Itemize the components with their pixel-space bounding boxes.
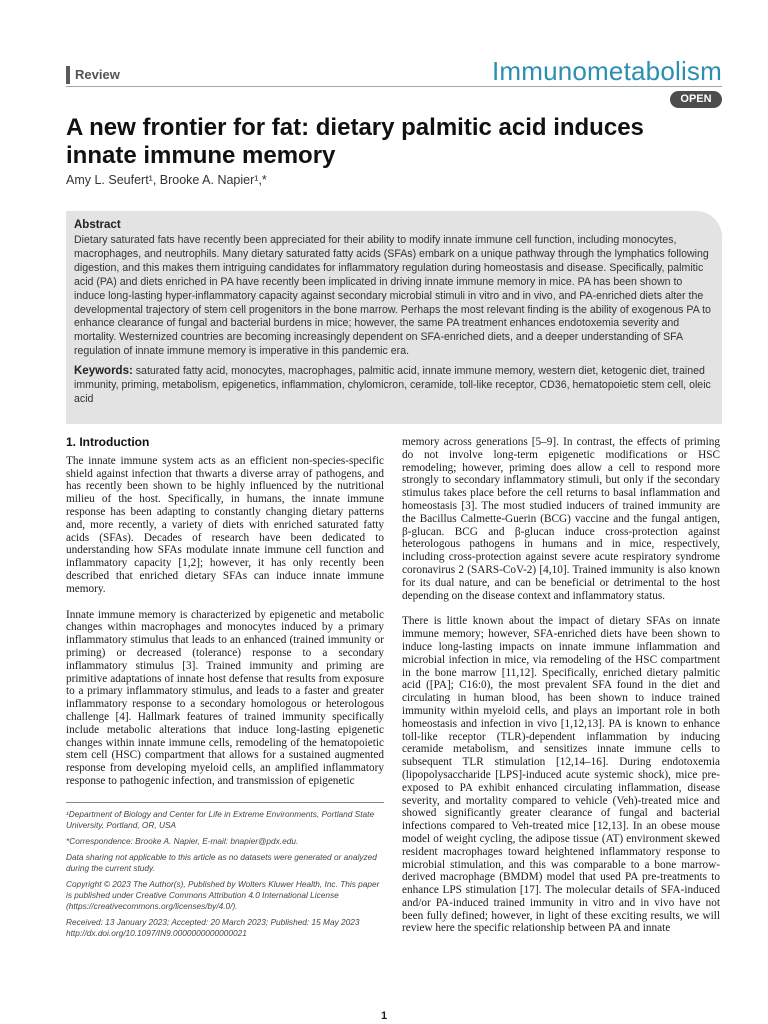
keywords-list: saturated fatty acid, monocytes, macrophages, palmitic acid, innate immune memory, western diet, ketogenic diet, trained immunity, priming, metabolism, epigenetics, inflammation, chylomicron, ceramide, toll-like receptor, CD36, hematopoietic stem cell, oleic acid [74, 365, 711, 405]
section-marker-bar [66, 66, 70, 84]
keywords-label: Keywords: [74, 365, 133, 378]
footnote-copyright[interactable]: Copyright © 2023 The Author(s), Published by Wolters Kluwer Health, Inc. This paper is published under Creative Commons Attribution 4.0 International License (https://creativecommons.org/licenses/by/4.0/). [66, 879, 380, 911]
abstract-text: Dietary saturated fats have recently been appreciated for their ability to modify innate immune cell function, including monocytes, macrophages, and neutrophils. Many dietary saturated fatty acids (SFAs) embark on a unique pathway through the lymphatics following digestion, and this makes them intriguing candidates for inflammatory regulation during homeostasis and disease. Specifically, palmitic acid (PA) and diets enriched in PA have recently been implicated in driving innate immune memory in mice. PA has been shown to induce long-lasting hyper-inflammatory capacity against secondary microbial stimuli in vitro and in vivo, and PA-enriched diets alter the developmental trajectory of stem cell progenitors in the bone marrow. Perhaps the most relevant finding is the ability of exogenous PA to enhance clearance of fungal and bacterial burdens in mice; however, the same PA treatment enhances endotoxemia severity and mortality. Westernized countries are becoming increasingly dependent on SFA-enriched diets, and a deeper understanding of SFA regulation of innate immune memory is imperative in this pandemic era. [74, 234, 711, 358]
journal-name[interactable]: Immunometabolism [491, 56, 722, 86]
author-list: Amy L. Seufert¹, Brooke A. Napier¹,* [66, 173, 267, 187]
body-paragraph: There is little known about the impact of dietary SFAs on innate immune memory; however, SFA-enriched diets have been shown to induce long-lasting impacts on innate immune inflammation and microbial infection in mice, via remodeling of the HSC compartment in the bone marrow [11,12]. Specifically, enriched dietary palmitic acid ([PA]; C16:0), the most prevalent SFA found in the diet and circulating in human blood, has been shown to induce trained immunity within myeloid cells, and plays an important role in both homeostasis and infection in vivo [1,12,13]. PA is known to enhance toll-like receptor (TLR)-dependent inflammation by inducing ceramide metabolism, and sensitizes innate immune cells to subsequent TLR stimulation [12,14–16]. During endotoxemia (lipopolysaccharide [LPS]-induced acute systemic shock), mice pre-exposed to PA exhibit enhanced circulating inflammation, disease severity, and mortality compared to vehicle (Veh)-treated mice and showed significantly greater clearance of fungal and bacterial infections compared to Veh-treated mice [12,13]. In an obese mouse model of weight cycling, the adipose tissue (AT) environment skewed resident macrophages toward heightened inflammatory response to microbial stimulation, and this was comparable to a bone marrow-derived macrophage (BMDM) model that used PA pre-treatments to enhance LPS stimulation [17]. The molecular details of SFA-induced and/or PA-induced trained immunity in vitro and in vivo have not been fully defined; however, in light of these exciting results, we will review here the specific relationship between PA and innate [402, 615, 720, 935]
article-title: A new frontier for fat: dietary palmitic acid induces innate immune memory [66, 114, 644, 169]
footnote-correspondence[interactable]: *Correspondence: Brooke A. Napier, E-mail: bnapier@pdx.edu. [66, 836, 299, 846]
body-paragraph: memory across generations [5–9]. In contrast, the effects of priming do not involve long-term epigenetic modifications or HSC remodeling; however, priming does allow a cell to respond more strongly to secondary inflammatory stimuli, but only if the secondary stimulus takes place before the cell returns to basal inflammation and homeostasis [3]. The most studied inducers of trained immunity are the Bacillus Calmette-Guerin (BCG) vaccine and the fungal antigen, β-glucan. BCG and β-glucan induce cross-protection against heterologous pathogens in humans and in mice, respectively, including cross-protection against severe acute respiratory syndrome coronavirus 2 (SARS-CoV-2) [4,10]. Trained immunity is also known for its dual nature, and can be beneficial or detrimental to the host depending on the disease context and inflammatory status. [402, 436, 720, 602]
keywords [74, 365, 714, 407]
abstract-heading: Abstract [74, 219, 121, 231]
section-heading-introduction: 1. Introduction [66, 435, 150, 449]
footnote-doi[interactable]: http://dx.doi.org/10.1097/IN9.0000000000000021 [66, 928, 247, 938]
body-column-left [66, 436, 384, 788]
section-label: Review [75, 67, 120, 82]
footnote-data-sharing: Data sharing not applicable to this article as no datasets were generated or analyzed during the current study. [66, 852, 377, 873]
page-number: 1 [380, 1010, 388, 1022]
body-paragraph: The innate immune system acts as an efficient non-species-specific shield against infection that thwarts a diverse array of pathogens, and has recently been shown to be highly influenced by the nutritional milieu of the host. Specifically, in humans, the innate immune response has been adapting to constantly changing dietary patterns and, more recently, a variety of diets with enriched saturated fatty acids (SFAs). Decades of research have been dedicated to understanding how SFAs modulate innate immune cell function and inflammatory capacity [1,2]; however, it has only recently been described that enriched dietary SFAs can induce innate immune memory. [66, 454, 384, 595]
body-column-right [402, 436, 720, 935]
header-divider [66, 86, 722, 87]
body-paragraph: Innate immune memory is characterized by epigenetic and metabolic changes within macrophages and monocytes induced by a primary inflammatory stimulus that leads to an enhanced (trained immunity or priming) or decreased (tolerance) response to a secondary inflammatory stimulus [3]. Trained immunity and priming are primitive adaptations of innate host defense that results from exposure to a primary inflammatory stimulus, and leads to a faster and greater inflammatory response to a secondary homologous or heterologous challenge [4]. Hallmark features of trained immunity specifically include metabolic alterations that induce long-lasting epigenetic changes within innate immune cells, remodeling of the hematopoietic stem cell (HSC) compartment that allows for a sustained augmented response from developing myeloid cells, an amplified inflammatory response to pathogenic infection, and transmission of epigenetic [66, 608, 384, 787]
open-access-badge: OPEN [670, 91, 722, 108]
abstract-box [66, 211, 722, 424]
footnote-affiliation: ¹Department of Biology and Center for Life in Extreme Environments, Portland State University, Portland, OR, USA [66, 809, 375, 830]
footnotes [66, 802, 384, 944]
footnote-dates: Received: 13 January 2023; Accepted: 20 March 2023; Published: 15 May 2023 [66, 917, 360, 927]
